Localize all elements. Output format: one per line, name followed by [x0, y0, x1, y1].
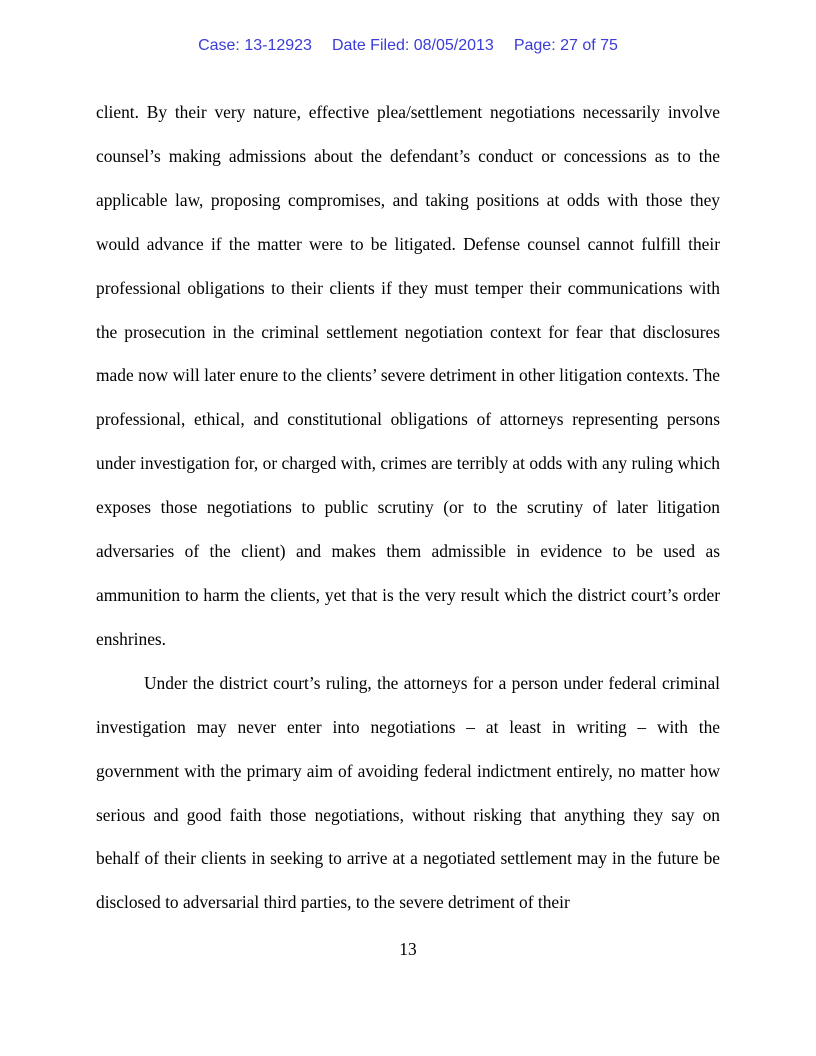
page-count: Page: 27 of 75 — [513, 37, 618, 54]
page-number: 13 — [399, 939, 417, 959]
case-header — [0, 37, 816, 55]
paragraph-2: Under the district court’s ruling, the attorneys for a person under federal criminal investigation may never enter into negotiations – at least in writing – with the government with the primary aim of avoiding federal indictment entirely, no matter how serious and good faith those negotiations, without risking that anything they say on behalf of their clients in seeking to arrive at a negotiated settlement may in the future be disclosed to adversarial third parties, to the severe detriment of their — [96, 672, 720, 913]
case-number: Case: 13-12923 — [198, 37, 312, 54]
body-text — [96, 91, 720, 925]
date-filed: Date Filed: 08/05/2013 — [331, 37, 494, 54]
paragraph-1: client. By their very nature, effective plea/settlement negotiations necessarily involve counsel’s making admissions about the defendant’s conduct or concessions as to the applicable law, proposing compromises, and taking positions at odds with those they would advance if the matter were to be litigated. Defense counsel cannot fulfill their professional obligations to their clients if they must temper their communications with the prosecution in the criminal settlement negotiation context for fear that disclosures made now will later enure to the clients’ severe detriment in other litigation contexts. The professional, ethical, and constitutional obligations of attorneys representing persons under investigation for, or charged with, crimes are terribly at odds with any ruling which exposes those negotiations to public scrutiny (or to the scrutiny of later litigation adversaries of the client) and makes them admissible in evidence to be used as ammunition to harm the clients, yet that is the very result which the district court’s order enshrines. — [96, 102, 720, 649]
